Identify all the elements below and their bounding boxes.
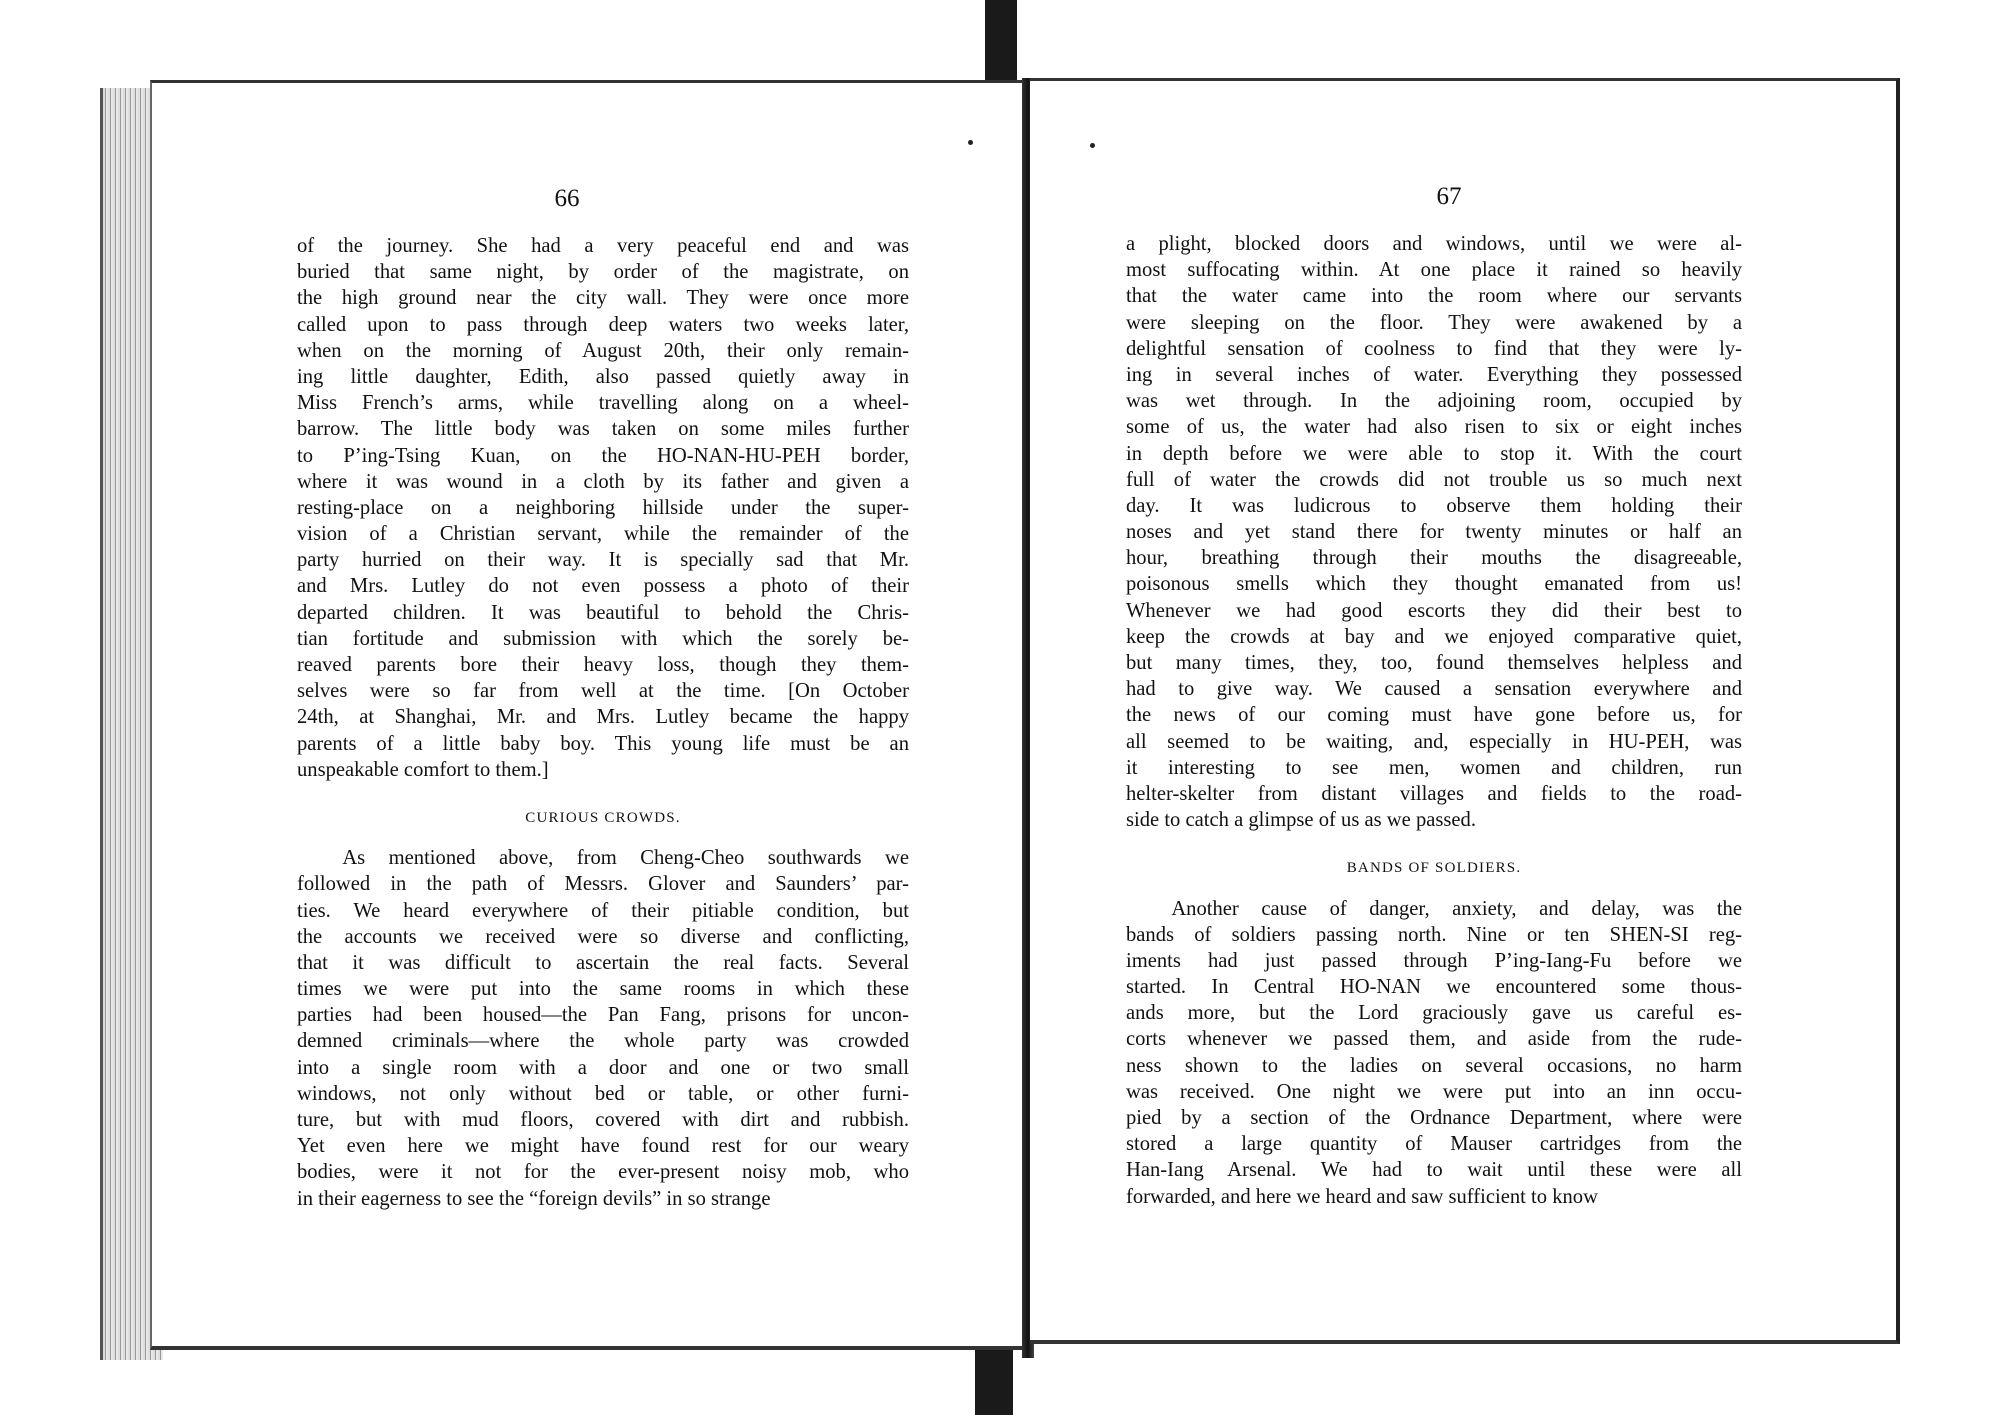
- text-line: was wet through. In the adjoining room, occupied by: [1126, 390, 1742, 413]
- text-line: followed in the path of Messrs. Glover and Saunders’ par-: [297, 873, 909, 896]
- left-paragraph-1: [297, 233, 909, 783]
- text-line: of the journey. She had a very peaceful end and was: [297, 235, 909, 257]
- ink-speck: [968, 140, 973, 145]
- text-line: delightful sensation of coolness to find that they were ly-: [1126, 337, 1742, 360]
- page-number-left: 66: [554, 185, 580, 212]
- text-line: were sleeping on the floor. They were awakened by a: [1126, 311, 1742, 334]
- text-line: ands more, but the Lord graciously gave us careful es-: [1126, 1002, 1742, 1025]
- text-line: forwarded, and here we heard and saw sufficient to know: [1126, 1185, 1598, 1208]
- page-number-right: 67: [1436, 183, 1462, 210]
- text-line: in their eagerness to see the “foreign devils” in so strange: [297, 1187, 771, 1210]
- bottom-ribbon: [975, 1345, 1013, 1415]
- text-line: was received. One night we were put into an inn occu-: [1126, 1080, 1742, 1103]
- text-line: all seemed to be waiting, and, especially in HU-PEH, was: [1126, 730, 1742, 753]
- text-line: had to give way. We caused a sensation everywhere and: [1126, 678, 1742, 701]
- text-line: side to catch a glimpse of us as we passed.: [1126, 809, 1477, 832]
- text-line: selves were so far from well at the time. [On October: [297, 680, 909, 703]
- right-paragraph-2: [1126, 896, 1742, 1210]
- section-heading-bands-of-soldiers: BANDS OF SOLDIERS.: [1346, 860, 1522, 877]
- text-line: ing in several inches of water. Everything they possessed: [1126, 363, 1742, 386]
- text-line: ties. We heard everywhere of their pitiable condition, but: [297, 899, 909, 922]
- right-page: [1030, 78, 1900, 1344]
- left-text-column: [297, 233, 909, 1212]
- right-paragraph-1: [1126, 231, 1742, 833]
- text-line: Another cause of danger, anxiety, and delay, was the: [1171, 897, 1742, 920]
- text-line: Miss French’s arms, while travelling along on a wheel-: [297, 392, 909, 415]
- text-line: ture, but with mud floors, covered with dirt and rubbish.: [297, 1109, 909, 1132]
- text-line: parents of a little baby boy. This young life must be an: [297, 732, 909, 755]
- text-line: buried that same night, by order of the magistrate, on: [297, 261, 909, 284]
- section-heading-curious-crowds: CURIOUS CROWDS.: [525, 809, 681, 826]
- text-line: Han-Iang Arsenal. We had to wait until these were all: [1126, 1159, 1742, 1182]
- left-paragraph-2: [297, 845, 909, 1212]
- text-line: resting-place on a neighboring hillside under the super-: [297, 496, 909, 519]
- text-line: bodies, were it not for the ever-present noisy mob, who: [297, 1161, 909, 1184]
- text-line: demned criminals—where the whole party was crowded: [297, 1030, 909, 1053]
- text-line: it interesting to see men, women and children, run: [1126, 756, 1742, 779]
- text-line: Yet even here we might have found rest for our weary: [297, 1135, 909, 1158]
- text-line: As mentioned above, from Cheng-Cheo southwards we: [342, 847, 909, 870]
- text-line: Whenever we had good escorts they did their best to: [1126, 599, 1742, 622]
- text-line: that the water came into the room where our servants: [1126, 285, 1742, 308]
- text-line: where it was wound in a cloth by its father and given a: [297, 470, 909, 493]
- text-line: into a single room with a door and one or two small: [297, 1056, 909, 1079]
- text-line: keep the crowds at bay and we enjoyed comparative quiet,: [1126, 625, 1742, 648]
- text-line: that it was difficult to ascertain the real facts. Several: [297, 951, 909, 974]
- text-line: the accounts we received were so diverse and conflicting,: [297, 925, 909, 948]
- text-line: departed children. It was beautiful to behold the Chris-: [297, 601, 909, 624]
- text-line: and Mrs. Lutley do not even possess a photo of their: [297, 575, 909, 598]
- text-line: stored a large quantity of Mauser cartridges from the: [1126, 1133, 1742, 1156]
- text-line: helter-skelter from distant villages and fields to the road-: [1126, 782, 1742, 805]
- text-line: the high ground near the city wall. They were once more: [297, 287, 909, 310]
- text-line: pied by a section of the Ordnance Department, where were: [1126, 1107, 1742, 1130]
- text-line: some of us, the water had also risen to six or eight inches: [1126, 416, 1742, 439]
- top-ribbon: [985, 0, 1017, 82]
- text-line: party hurried on their way. It is specially sad that Mr.: [297, 549, 909, 572]
- text-line: windows, not only without bed or table, or other furni-: [297, 1082, 909, 1105]
- text-line: tian fortitude and submission with which the sorely be-: [297, 627, 909, 650]
- text-line: called upon to pass through deep waters two weeks later,: [297, 313, 909, 336]
- text-line: the news of our coming must have gone before us, for: [1126, 704, 1742, 727]
- text-line: ness shown to the ladies on several occasions, no harm: [1126, 1054, 1742, 1077]
- text-line: noses and yet stand there for twenty minutes or half an: [1126, 521, 1742, 544]
- text-line: hour, breathing through their mouths the disagreeable,: [1126, 547, 1742, 570]
- right-text-column: [1126, 231, 1742, 1210]
- text-line: unspeakable comfort to them.]: [297, 758, 549, 781]
- text-line: iments had just passed through P’ing-Iang-Fu before we: [1126, 949, 1742, 972]
- text-line: barrow. The little body was taken on some miles further: [297, 418, 909, 441]
- text-line: parties had been housed—the Pan Fang, prisons for uncon-: [297, 1004, 909, 1027]
- text-line: started. In Central HO-NAN we encountered some thous-: [1126, 976, 1742, 999]
- text-line: times we were put into the same rooms in which these: [297, 978, 909, 1001]
- text-line: day. It was ludicrous to observe them holding their: [1126, 494, 1742, 517]
- text-line: a plight, blocked doors and windows, until we were al-: [1126, 233, 1742, 255]
- left-page: [150, 80, 1030, 1350]
- text-line: bands of soldiers passing north. Nine or ten SHEN-SI reg-: [1126, 923, 1742, 946]
- text-line: vision of a Christian servant, while the remainder of the: [297, 523, 909, 546]
- text-line: full of water the crowds did not trouble us so much next: [1126, 468, 1742, 491]
- text-line: but many times, they, too, found themselves helpless and: [1126, 652, 1742, 674]
- text-line: ing little daughter, Edith, also passed quietly away in: [297, 365, 909, 388]
- text-line: when on the morning of August 20th, their only remain-: [297, 339, 909, 362]
- text-line: corts whenever we passed them, and aside from the rude-: [1126, 1028, 1742, 1051]
- text-line: most suffocating within. At one place it rained so heavily: [1126, 259, 1742, 282]
- ink-speck: [1090, 143, 1095, 148]
- text-line: poisonous smells which they thought emanated from us!: [1126, 573, 1742, 596]
- text-line: reaved parents bore their heavy loss, though they them-: [297, 654, 909, 676]
- text-line: in depth before we were able to stop it. With the court: [1126, 442, 1742, 465]
- text-line: to P’ing-Tsing Kuan, on the HO-NAN-HU-PEH border,: [297, 444, 909, 467]
- text-line: 24th, at Shanghai, Mr. and Mrs. Lutley became the happy: [297, 706, 909, 729]
